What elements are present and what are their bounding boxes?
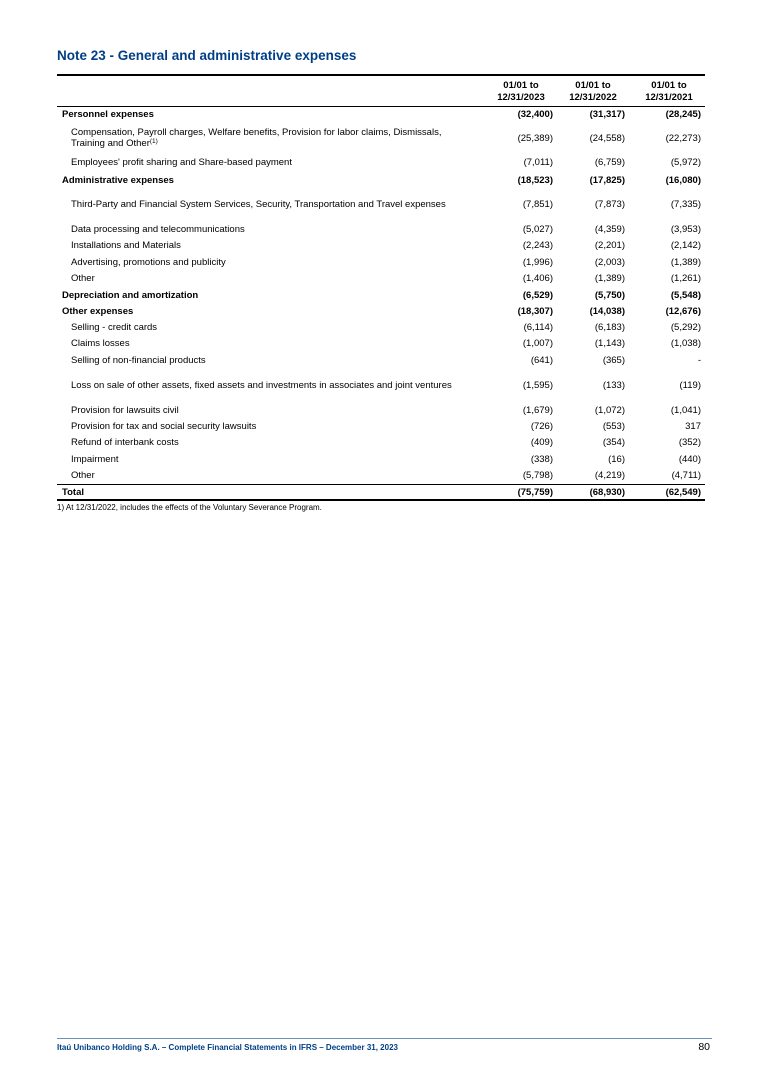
value-2021: (1,389) <box>670 257 701 268</box>
value-2023: (1,007) <box>522 338 553 349</box>
value-2022: (1,389) <box>594 273 625 284</box>
value-2021: (62,549) <box>665 487 701 498</box>
row-label: Depreciation and amortization <box>62 290 199 301</box>
value-2021: (12,676) <box>665 306 701 317</box>
value-2023: (5,798) <box>522 470 553 481</box>
value-2022: (553) <box>602 421 625 432</box>
footnote-marker: (1) <box>149 138 158 145</box>
row-label: Provision for lawsuits civil <box>71 405 179 416</box>
table-row <box>57 257 705 269</box>
row-label: Impairment <box>71 454 119 465</box>
row-label: Personnel expenses <box>62 109 154 120</box>
page-number: 80 <box>698 1041 710 1053</box>
value-2022: (4,219) <box>594 470 625 481</box>
value-2022: (24,558) <box>589 133 625 144</box>
value-2023: (1,679) <box>522 405 553 416</box>
row-label: Other <box>71 273 95 284</box>
table-row <box>57 157 705 169</box>
row-label: Refund of interbank costs <box>71 437 179 448</box>
row-label: Employees' profit sharing and Share-based payment <box>71 157 292 168</box>
table-row <box>57 338 705 350</box>
row-label: Provision for tax and social security lawsuits <box>71 421 257 432</box>
column-header-line2: 12/31/2021 <box>645 92 693 103</box>
value-2023: (18,307) <box>517 306 553 317</box>
value-2022: (2,003) <box>594 257 625 268</box>
table-row-administrative-expenses <box>57 175 705 187</box>
value-2021: (28,245) <box>665 109 701 120</box>
value-2021: (3,953) <box>670 224 701 235</box>
value-2023: (2,243) <box>522 240 553 251</box>
value-2023: (409) <box>530 437 553 448</box>
row-label: Claims losses <box>71 338 130 349</box>
value-2022: (365) <box>602 355 625 366</box>
row-label: Data processing and telecommunications <box>71 224 245 235</box>
table-row <box>57 380 705 392</box>
row-label-text: Compensation, Payroll charges, Welfare benefits, Provision for labor claims, Dismissals, Training and Other <box>71 127 442 149</box>
value-2023: (1,996) <box>522 257 553 268</box>
value-2022: (68,930) <box>589 487 625 498</box>
value-2021: (1,038) <box>670 338 701 349</box>
header-rule <box>57 106 705 107</box>
value-2021: (352) <box>678 437 701 448</box>
value-2021: (2,142) <box>670 240 701 251</box>
value-2021: (1,261) <box>670 273 701 284</box>
value-2022: (7,873) <box>594 199 625 210</box>
table-row <box>57 199 705 211</box>
value-2021: - <box>697 355 701 366</box>
table-row <box>57 470 705 482</box>
value-2023: (7,011) <box>523 157 553 168</box>
value-2021: (440) <box>678 454 701 465</box>
table-top-rule <box>57 74 705 76</box>
row-label: Total <box>62 487 84 498</box>
row-label: Advertising, promotions and publicity <box>71 257 226 268</box>
footer-rule <box>57 1038 712 1039</box>
row-label <box>71 127 471 149</box>
value-2023: (18,523) <box>517 175 553 186</box>
row-label: Third-Party and Financial System Services, Security, Transportation and Travel expenses <box>71 199 446 210</box>
table-row-personnel-expenses <box>57 109 705 121</box>
value-2021: (7,335) <box>670 199 701 210</box>
value-2023: (641) <box>530 355 553 366</box>
value-2023: (5,027) <box>522 224 553 235</box>
row-label: Other expenses <box>62 306 134 317</box>
value-2022: (1,072) <box>594 405 625 416</box>
value-2023: (6,529) <box>522 290 553 301</box>
value-2021: (22,273) <box>665 133 701 144</box>
value-2022: (16) <box>608 454 625 465</box>
table-row-depreciation <box>57 290 705 302</box>
value-2022: (5,750) <box>594 290 625 301</box>
value-2021: (5,292) <box>670 322 701 333</box>
value-2022: (2,201) <box>594 240 625 251</box>
column-header-line2: 12/31/2023 <box>497 92 545 103</box>
table-row <box>57 127 705 151</box>
value-2022: (1,143) <box>594 338 625 349</box>
value-2021: (16,080) <box>665 175 701 186</box>
value-2022: (4,359) <box>594 224 625 235</box>
value-2022: (133) <box>602 380 625 391</box>
value-2023: (25,389) <box>517 133 553 144</box>
value-2021: (4,711) <box>671 470 701 481</box>
table-row <box>57 421 705 433</box>
value-2022: (14,038) <box>589 306 625 317</box>
value-2023: (32,400) <box>517 109 553 120</box>
table-row-other-expenses <box>57 306 705 318</box>
value-2023: (726) <box>530 421 553 432</box>
column-header-line1: 01/01 to <box>575 80 611 91</box>
table-row <box>57 240 705 252</box>
value-2023: (338) <box>530 454 553 465</box>
row-label: Other <box>71 470 95 481</box>
footnote: 1) At 12/31/2022, includes the effects of the Voluntary Severance Program. <box>57 503 322 512</box>
table-row <box>57 273 705 285</box>
total-bottom-rule <box>57 499 705 501</box>
row-label: Administrative expenses <box>62 175 174 186</box>
value-2023: (1,406) <box>522 273 553 284</box>
total-top-rule <box>57 484 705 485</box>
column-header-2022 <box>558 80 628 104</box>
column-header-line1: 01/01 to <box>503 80 539 91</box>
value-2021: (1,041) <box>670 405 701 416</box>
column-header-line1: 01/01 to <box>651 80 687 91</box>
column-header-2021 <box>634 80 704 104</box>
value-2021: (5,548) <box>670 290 701 301</box>
value-2023: (7,851) <box>522 199 553 210</box>
table-row <box>57 224 705 236</box>
value-2022: (17,825) <box>589 175 625 186</box>
row-label: Selling - credit cards <box>71 322 158 333</box>
value-2021: (119) <box>679 380 701 391</box>
row-label: Installations and Materials <box>71 240 181 251</box>
table-row <box>57 437 705 449</box>
value-2023: (75,759) <box>517 487 553 498</box>
table-row <box>57 322 705 334</box>
table-row-total <box>57 487 705 499</box>
value-2023: (1,595) <box>522 380 553 391</box>
table-row <box>57 454 705 466</box>
row-label: Selling of non-financial products <box>71 355 206 366</box>
column-header-line2: 12/31/2022 <box>569 92 617 103</box>
value-2021: 317 <box>685 421 701 432</box>
table-row <box>57 355 705 367</box>
value-2021: (5,972) <box>670 157 701 168</box>
row-label: Loss on sale of other assets, fixed assets and investments in associates and joint ventures <box>71 380 452 391</box>
value-2022: (6,183) <box>594 322 625 333</box>
value-2022: (31,317) <box>589 109 625 120</box>
value-2023: (6,114) <box>523 322 553 333</box>
column-header-2023 <box>486 80 556 104</box>
page-title: Note 23 - General and administrative expenses <box>57 48 357 63</box>
footer-text: Itaú Unibanco Holding S.A. – Complete Financial Statements in IFRS – December 31, 2023 <box>57 1043 398 1052</box>
value-2022: (354) <box>602 437 625 448</box>
table-row <box>57 405 705 417</box>
value-2022: (6,759) <box>594 157 625 168</box>
